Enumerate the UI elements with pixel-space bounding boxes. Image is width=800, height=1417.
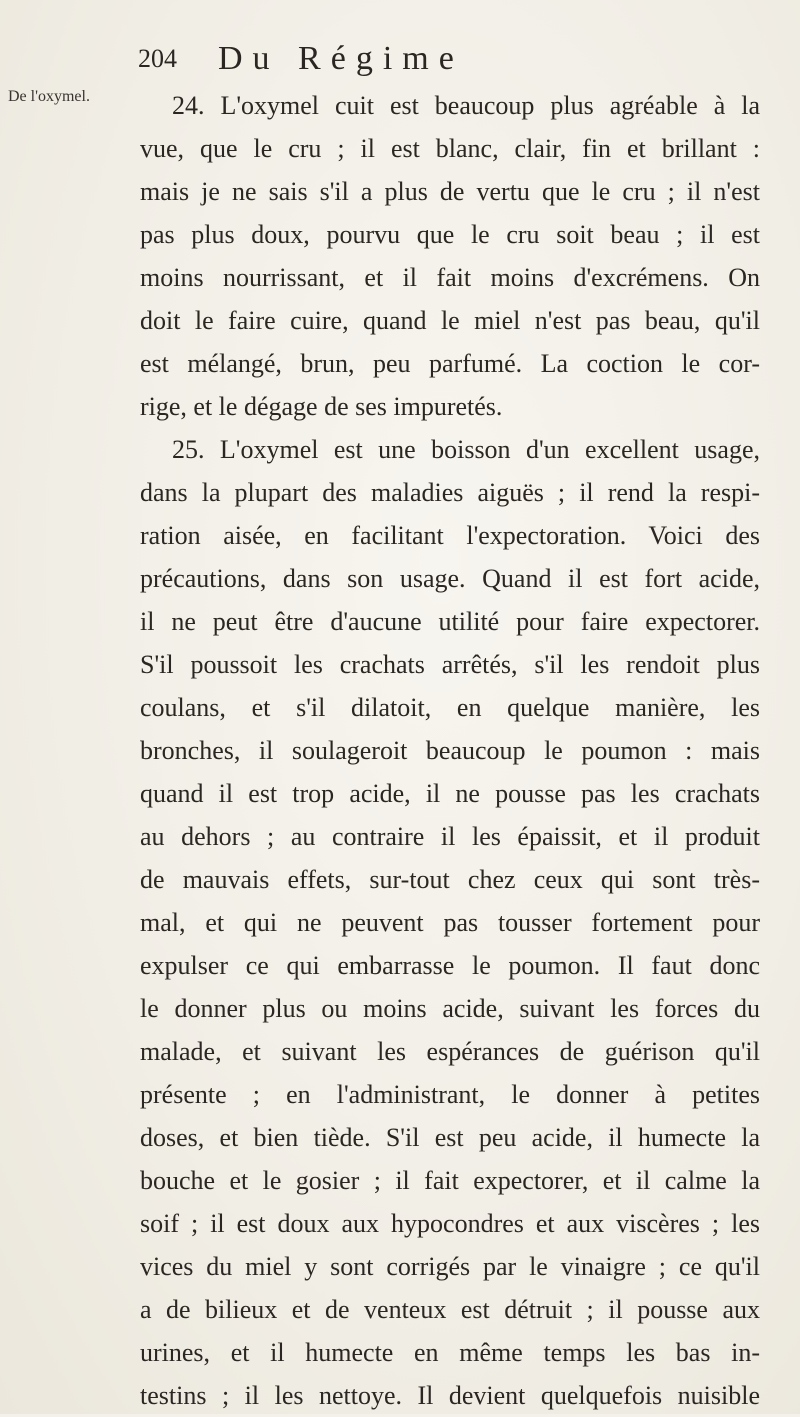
body-text xyxy=(140,84,760,1417)
text-line: vices du miel y sont corrigés par le vinaigre ; ce qu'il xyxy=(140,1252,760,1281)
text-line: vue, que le cru ; il est blanc, clair, fin et brillant : xyxy=(140,134,760,163)
text-line: est mélangé, brun, peu parfumé. La coction le cor- xyxy=(140,349,760,378)
text-line: quand il est trop acide, il ne pousse pas les crachats xyxy=(140,779,760,808)
text-line: dans la plupart des maladies aiguës ; il rend la respi- xyxy=(140,478,760,507)
text-line: testins ; il les nettoye. Il devient quelquefois nuisible xyxy=(140,1381,760,1410)
text-line: moins nourrissant, et il fait moins d'excrémens. On xyxy=(140,263,760,292)
text-line: de mauvais effets, sur-tout chez ceux qui sont très- xyxy=(140,865,760,894)
text-line: urines, et il humecte en même temps les bas in- xyxy=(140,1338,760,1367)
text-line: mal, et qui ne peuvent pas tousser fortement pour xyxy=(140,908,760,937)
text-line: coulans, et s'il dilatoit, en quelque manière, les xyxy=(140,693,760,722)
text-line: bronches, il soulageroit beaucoup le poumon : mais xyxy=(140,736,760,765)
text-line: pas plus doux, pourvu que le cru soit beau ; il est xyxy=(140,220,760,249)
page-number: 204 xyxy=(138,44,177,73)
text-line: malade, et suivant les espérances de guérison qu'il xyxy=(140,1037,760,1066)
text-line: rige, et le dégage de ses impuretés. xyxy=(140,392,503,421)
text-line: présente ; en l'administrant, le donner à petites xyxy=(140,1080,760,1109)
text-line: le donner plus ou moins acide, suivant les forces du xyxy=(140,994,760,1023)
text-line: S'il poussoit les crachats arrêtés, s'il les rendoit plus xyxy=(140,650,760,679)
text-line: doses, et bien tiède. S'il est peu acide, il humecte la xyxy=(140,1123,760,1152)
text-line: expulser ce qui embarrasse le poumon. Il faut donc xyxy=(140,951,760,980)
text-line: soif ; il est doux aux hypocondres et aux viscères ; les xyxy=(140,1209,760,1238)
text-line: 25. L'oxymel est une boisson d'un excellent usage, xyxy=(172,435,760,464)
text-line: mais je ne sais s'il a plus de vertu que le cru ; il n'est xyxy=(140,177,760,206)
margin-note: De l'oxymel. xyxy=(8,88,90,105)
text-line: a de bilieux et de venteux est détruit ; il pousse aux xyxy=(140,1295,760,1324)
text-line: ration aisée, en facilitant l'expectoration. Voici des xyxy=(140,521,760,550)
text-line: il ne peut être d'aucune utilité pour faire expectorer. xyxy=(140,607,760,636)
running-title: Du Régime xyxy=(218,40,464,77)
text-line: bouche et le gosier ; il fait expectorer, et il calme la xyxy=(140,1166,760,1195)
page-header xyxy=(138,40,738,80)
text-line: au dehors ; au contraire il les épaissit, et il produit xyxy=(140,822,760,851)
text-line: doit le faire cuire, quand le miel n'est pas beau, qu'il xyxy=(140,306,760,335)
text-line: 24. L'oxymel cuit est beaucoup plus agréable à la xyxy=(172,91,760,120)
text-line: précautions, dans son usage. Quand il est fort acide, xyxy=(140,564,760,593)
